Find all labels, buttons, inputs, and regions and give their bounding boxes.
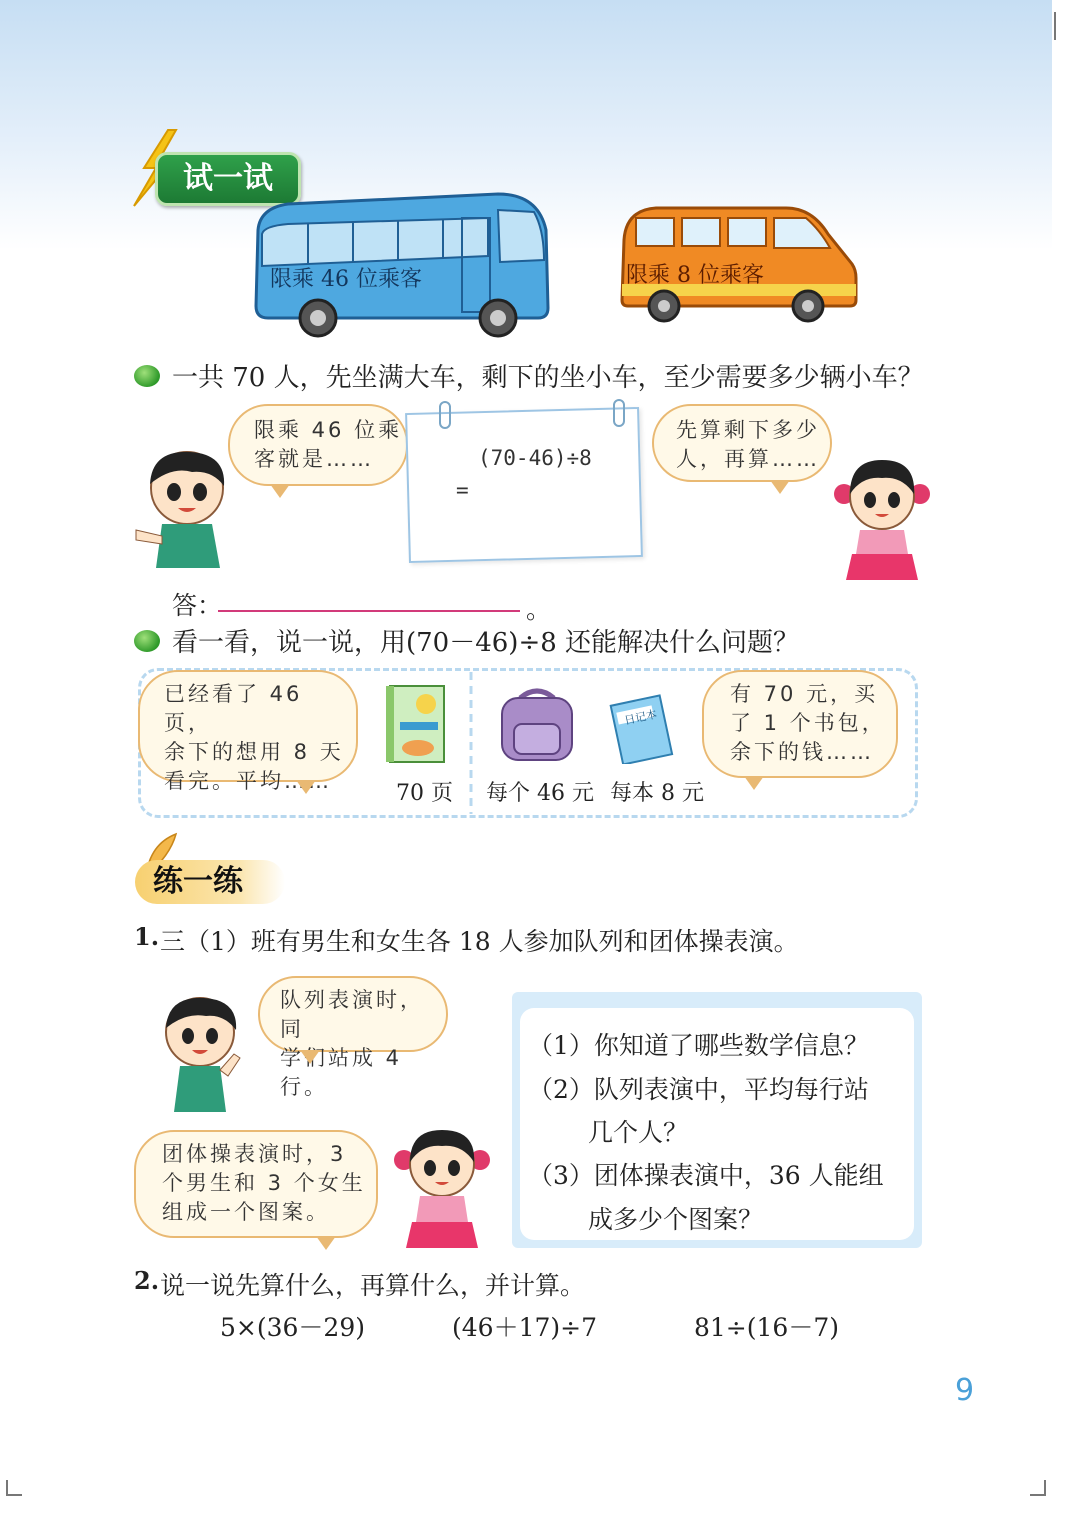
expression-2: (46＋17)÷7 <box>452 1313 597 1342</box>
practice-1-text: 三（1）班有男生和女生各 18 人参加队列和团体操表演。 <box>160 927 799 956</box>
bubble-line: 限乘 46 位乘 <box>254 418 403 442</box>
girl-character <box>390 1124 494 1252</box>
note-expression: (70-46)÷8 <box>478 446 592 470</box>
girl-speech-bubble <box>652 404 832 482</box>
bubble-line: 先算剩下多少 <box>676 418 820 442</box>
bubble-line: 看完。平均…… <box>164 769 332 793</box>
bubble-line: 已经看了 46 页， <box>164 682 303 735</box>
crop-mark-top-right <box>1040 12 1056 40</box>
money-speech-bubble <box>702 670 898 778</box>
notebook-icon <box>604 692 678 764</box>
bubble-line: 客就是…… <box>254 447 374 471</box>
book-speech-bubble <box>138 670 358 793</box>
paperclip-icon <box>612 398 626 428</box>
try-question-2: 看一看，说一说，用(70－46)÷8 还能解决什么问题？ <box>172 628 800 658</box>
crop-mark-bottom-right <box>1030 1480 1046 1496</box>
expression-3: 81÷(16－7) <box>694 1313 839 1342</box>
book-icon <box>386 682 450 766</box>
book-caption: 70 页 <box>396 781 453 806</box>
bubble-line: 有 70 元，买 <box>730 682 879 706</box>
notebook-caption: 每本 8 元 <box>610 781 704 806</box>
bubble-line: 余下的钱…… <box>730 740 874 764</box>
section-title-try: 试一试 <box>155 152 301 206</box>
paperclip-icon <box>438 400 452 430</box>
practice-2-text: 说一说先算什么，再算什么，并计算。 <box>160 1271 586 1300</box>
answer-blank[interactable] <box>218 610 520 612</box>
boy-character <box>132 444 242 570</box>
bubble-line: 组成一个图案。 <box>162 1200 330 1224</box>
question-item-1: （1）你知道了哪些数学信息？ <box>528 1031 869 1060</box>
question-item-3-cont: 成多少个图案？ <box>588 1205 764 1234</box>
page-number: 9 <box>955 1373 975 1408</box>
bullet-dot-icon <box>134 365 160 387</box>
small-van-label: 限乘 8 位乘客 <box>626 263 764 288</box>
girl-character <box>832 454 932 584</box>
boy-speech-bubble <box>228 404 408 486</box>
bubble-line: 个男生和 3 个女生 <box>162 1171 366 1195</box>
section-title-practice: 练一练 <box>135 860 285 904</box>
try-question-1: 一共 70 人，先坐满大车，剩下的坐小车，至少需要多少辆小车？ <box>172 363 924 393</box>
note-equals: = <box>456 478 469 502</box>
answer-end: 。 <box>526 595 552 624</box>
question-item-2-cont: 几个人？ <box>588 1118 689 1147</box>
bubble-line: 余下的想用 8 天 <box>164 740 344 764</box>
calculation-note <box>405 407 643 563</box>
practice-1-number: 1. <box>134 922 160 951</box>
page-margin <box>1052 0 1080 1527</box>
big-bus-label: 限乘 46 位乘客 <box>270 267 422 292</box>
answer-label: 答： <box>172 591 223 620</box>
crop-mark-bottom-left <box>6 1480 22 1496</box>
bullet-dot-icon <box>134 630 160 652</box>
boy-speech-bubble <box>258 976 448 1099</box>
bubble-line: 了 1 个书包， <box>730 711 886 735</box>
schoolbag-icon <box>494 684 580 764</box>
girl-speech-bubble <box>134 1130 378 1238</box>
dashed-divider <box>466 672 476 814</box>
bag-caption: 每个 46 元 <box>486 781 594 806</box>
notebook-cover-text: 日记本 <box>623 707 659 728</box>
bubble-line: 学们站成 4 行。 <box>280 1046 403 1099</box>
bubble-line: 人，再算…… <box>676 447 820 471</box>
bubble-line: 队列表演时，同 <box>280 988 424 1041</box>
practice-2-number: 2. <box>134 1266 160 1295</box>
bubble-line: 团体操表演时，3 <box>162 1142 347 1166</box>
question-item-2: （2）队列表演中，平均每行站 <box>528 1075 869 1104</box>
question-item-3: （3）团体操表演中，36 人能组 <box>528 1161 884 1190</box>
boy-character <box>150 990 250 1114</box>
expression-1: 5×(36－29) <box>220 1313 365 1342</box>
